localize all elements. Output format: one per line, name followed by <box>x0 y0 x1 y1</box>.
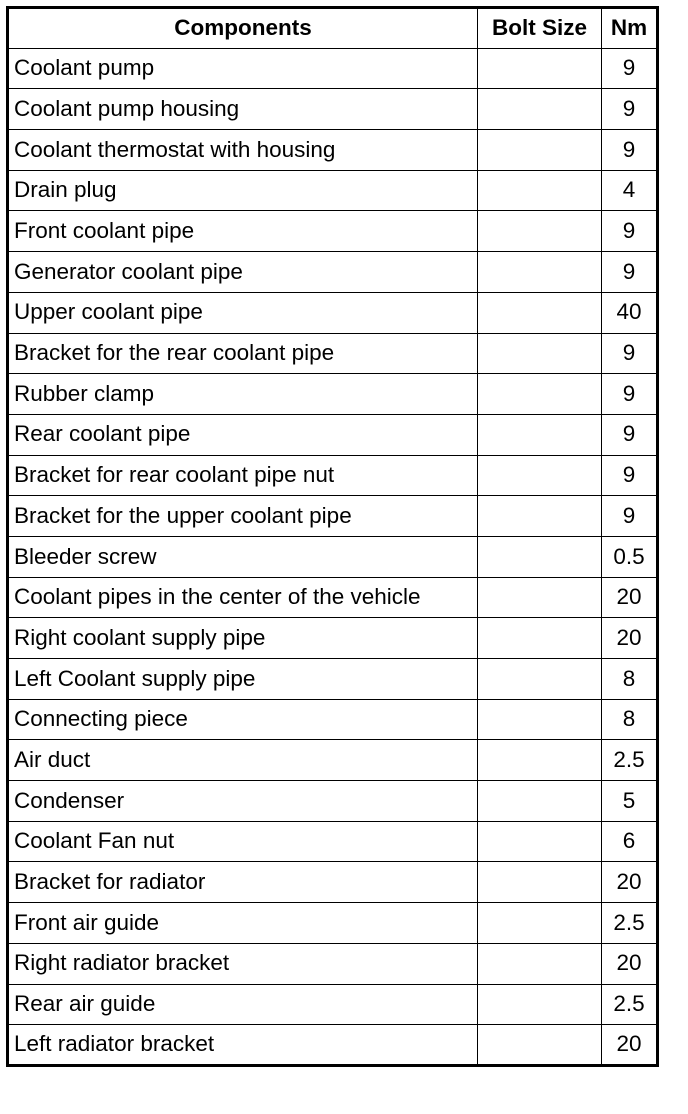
component-cell: Left radiator bracket <box>8 1025 478 1066</box>
torque-nm-cell: 20 <box>602 862 658 903</box>
component-cell: Connecting piece <box>8 699 478 740</box>
component-cell: Right coolant supply pipe <box>8 618 478 659</box>
bolt-size-cell <box>478 536 602 577</box>
table-row <box>8 903 658 944</box>
table-row <box>8 943 658 984</box>
torque-nm-cell: 9 <box>602 89 658 130</box>
component-cell: Bracket for radiator <box>8 862 478 903</box>
table-row <box>8 170 658 211</box>
bolt-size-cell <box>478 496 602 537</box>
component-cell: Coolant Fan nut <box>8 821 478 862</box>
bolt-size-cell <box>478 903 602 944</box>
header-bolt-size: Bolt Size <box>478 8 602 49</box>
bolt-size-cell <box>478 699 602 740</box>
table-row <box>8 48 658 89</box>
table-row <box>8 414 658 455</box>
bolt-size-cell <box>478 414 602 455</box>
torque-nm-cell: 40 <box>602 292 658 333</box>
torque-nm-cell: 4 <box>602 170 658 211</box>
component-cell: Generator coolant pipe <box>8 252 478 293</box>
bolt-size-cell <box>478 943 602 984</box>
torque-nm-cell: 9 <box>602 496 658 537</box>
bolt-size-cell <box>478 333 602 374</box>
bolt-size-cell <box>478 292 602 333</box>
torque-nm-cell: 9 <box>602 414 658 455</box>
torque-nm-cell: 5 <box>602 781 658 822</box>
header-nm: Nm <box>602 8 658 49</box>
torque-nm-cell: 20 <box>602 577 658 618</box>
table-row <box>8 984 658 1025</box>
table-body <box>8 48 658 1065</box>
torque-nm-cell: 9 <box>602 333 658 374</box>
bolt-size-cell <box>478 1025 602 1066</box>
component-cell: Rear air guide <box>8 984 478 1025</box>
torque-table-container <box>6 6 659 1067</box>
bolt-size-cell <box>478 659 602 700</box>
table-row <box>8 821 658 862</box>
bolt-size-cell <box>478 577 602 618</box>
torque-nm-cell: 20 <box>602 943 658 984</box>
torque-spec-table <box>6 6 659 1067</box>
table-row <box>8 862 658 903</box>
table-row <box>8 252 658 293</box>
torque-nm-cell: 8 <box>602 659 658 700</box>
bolt-size-cell <box>478 821 602 862</box>
bolt-size-cell <box>478 781 602 822</box>
torque-nm-cell: 9 <box>602 130 658 171</box>
table-header-row <box>8 8 658 49</box>
torque-nm-cell: 9 <box>602 252 658 293</box>
torque-nm-cell: 9 <box>602 211 658 252</box>
component-cell: Bracket for the upper coolant pipe <box>8 496 478 537</box>
bolt-size-cell <box>478 455 602 496</box>
component-cell: Upper coolant pipe <box>8 292 478 333</box>
table-row <box>8 740 658 781</box>
component-cell: Bracket for rear coolant pipe nut <box>8 455 478 496</box>
component-cell: Bleeder screw <box>8 536 478 577</box>
bolt-size-cell <box>478 374 602 415</box>
bolt-size-cell <box>478 48 602 89</box>
component-cell: Rubber clamp <box>8 374 478 415</box>
table-row <box>8 1025 658 1066</box>
bolt-size-cell <box>478 89 602 130</box>
component-cell: Left Coolant supply pipe <box>8 659 478 700</box>
torque-nm-cell: 20 <box>602 618 658 659</box>
component-cell: Front coolant pipe <box>8 211 478 252</box>
component-cell: Front air guide <box>8 903 478 944</box>
component-cell: Air duct <box>8 740 478 781</box>
torque-nm-cell: 2.5 <box>602 903 658 944</box>
bolt-size-cell <box>478 618 602 659</box>
component-cell: Coolant pump housing <box>8 89 478 130</box>
torque-nm-cell: 2.5 <box>602 740 658 781</box>
torque-nm-cell: 6 <box>602 821 658 862</box>
header-components: Components <box>8 8 478 49</box>
table-row <box>8 130 658 171</box>
torque-nm-cell: 9 <box>602 455 658 496</box>
table-row <box>8 292 658 333</box>
component-cell: Right radiator bracket <box>8 943 478 984</box>
component-cell: Coolant pipes in the center of the vehicle <box>8 577 478 618</box>
table-row <box>8 659 658 700</box>
table-row <box>8 577 658 618</box>
table-row <box>8 455 658 496</box>
bolt-size-cell <box>478 211 602 252</box>
torque-nm-cell: 0.5 <box>602 536 658 577</box>
torque-nm-cell: 9 <box>602 374 658 415</box>
bolt-size-cell <box>478 862 602 903</box>
component-cell: Drain plug <box>8 170 478 211</box>
table-row <box>8 211 658 252</box>
bolt-size-cell <box>478 130 602 171</box>
component-cell: Condenser <box>8 781 478 822</box>
table-row <box>8 333 658 374</box>
table-row <box>8 496 658 537</box>
table-row <box>8 89 658 130</box>
bolt-size-cell <box>478 170 602 211</box>
bolt-size-cell <box>478 252 602 293</box>
component-cell: Coolant thermostat with housing <box>8 130 478 171</box>
component-cell: Rear coolant pipe <box>8 414 478 455</box>
component-cell: Coolant pump <box>8 48 478 89</box>
torque-nm-cell: 20 <box>602 1025 658 1066</box>
torque-nm-cell: 8 <box>602 699 658 740</box>
torque-nm-cell: 9 <box>602 48 658 89</box>
table-row <box>8 374 658 415</box>
table-row <box>8 618 658 659</box>
component-cell: Bracket for the rear coolant pipe <box>8 333 478 374</box>
table-row <box>8 781 658 822</box>
torque-nm-cell: 2.5 <box>602 984 658 1025</box>
bolt-size-cell <box>478 740 602 781</box>
table-row <box>8 536 658 577</box>
bolt-size-cell <box>478 984 602 1025</box>
table-row <box>8 699 658 740</box>
